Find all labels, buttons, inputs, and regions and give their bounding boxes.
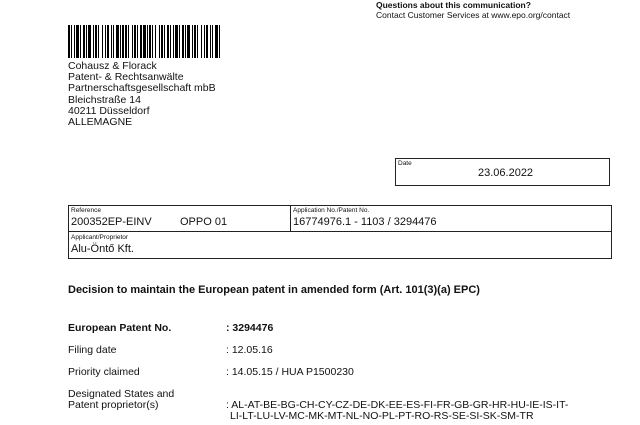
date-box: [395, 158, 610, 186]
applicant-caption: Applicant/Proprietor: [71, 234, 129, 241]
date-value: 23.06.2022: [478, 167, 534, 179]
patent-no-label: European Patent No.: [68, 322, 172, 334]
reference-value: 200352EP-EINV: [71, 216, 152, 228]
priority-label: Priority claimed: [68, 366, 140, 378]
address-line: Cohausz & Florack: [68, 60, 157, 72]
address-line: ALLEMAGNE: [68, 116, 133, 129]
barcode: [68, 25, 221, 58]
applicant-value: Alu-Öntő Kft.: [71, 243, 134, 255]
filing-date-value: : 12.05.16: [226, 344, 273, 356]
reference-divider: [290, 206, 291, 232]
states-label-1: Designated States and: [68, 388, 175, 400]
application-value: 16774976.1 - 1103 / 3294476: [293, 216, 437, 228]
address-line: 40211 Düsseldorf: [68, 104, 150, 117]
application-caption: Application No./Patent No.: [293, 207, 370, 214]
contact-question: Questions about this communication?: [376, 0, 531, 10]
address-line: Patent- & Rechtsanwälte: [68, 71, 184, 84]
decision-heading: Decision to maintain the European patent in amended form (Art. 101(3)(a) EPC): [68, 284, 480, 296]
contact-line: Contact Customer Services at www.epo.org/contact: [376, 10, 571, 20]
reference-box: [68, 205, 612, 259]
states-label-2: Patent proprietor(s): [68, 399, 159, 411]
states-value-1: : AL-AT-BE-BG-CH-CY-CZ-DE-DK-EE-ES-FI-FR-GB-GR-HR-HU-IE-IS-IT-: [226, 399, 569, 411]
address-line: Partnerschaftsgesellschaft mbB: [68, 82, 216, 95]
priority-value: : 14.05.15 / HUA P1500230: [226, 366, 354, 378]
reference-caption: Reference: [71, 207, 101, 214]
contact-info: [376, 0, 570, 20]
patent-no-value: : 3294476: [226, 322, 274, 334]
address-line: Bleichstraße 14: [68, 93, 141, 106]
date-caption: Date: [398, 160, 412, 167]
barcode-bar: [220, 25, 221, 58]
filing-date-label: Filing date: [68, 344, 117, 356]
recipient-address: [68, 61, 216, 128]
states-value-2: LI-LT-LU-LV-MC-MK-MT-NL-NO-PL-PT-RO-RS-SE-SI-SK-SM-TR: [230, 410, 534, 422]
reference-extra: OPPO 01: [180, 216, 228, 228]
